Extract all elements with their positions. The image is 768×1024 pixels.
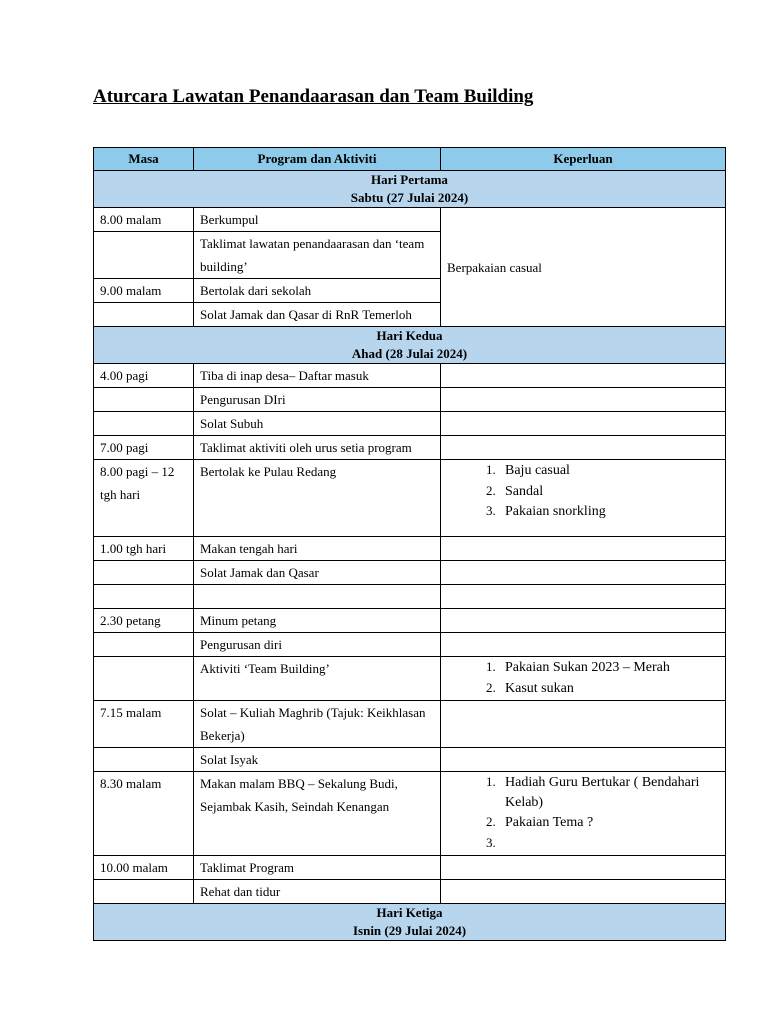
masa-cell: 9.00 malam (94, 279, 194, 303)
masa-cell: 4.00 pagi (94, 364, 194, 388)
program-cell: Minum petang (194, 609, 441, 633)
program-cell: Solat Subuh (194, 412, 441, 436)
masa-cell: 10.00 malam (94, 856, 194, 880)
day-header-row (94, 904, 726, 941)
table-row (94, 633, 726, 657)
day-header-3 (94, 904, 726, 941)
table-row (94, 364, 726, 388)
program-cell: Solat Jamak dan Qasar di RnR Temerloh (194, 303, 441, 327)
program-cell: Makan tengah hari (194, 537, 441, 561)
keperluan-cell (441, 657, 726, 701)
day-header-row (94, 171, 726, 208)
header-masa: Masa (94, 148, 194, 171)
table-row (94, 772, 726, 856)
keperluan-cell (441, 561, 726, 585)
day-date: Isnin (29 Julai 2024) (352, 923, 467, 938)
program-cell: Tiba di inap desa– Daftar masuk (194, 364, 441, 388)
header-keperluan: Keperluan (441, 148, 726, 171)
program-cell: Bertolak ke Pulau Redang (194, 460, 441, 537)
masa-cell: 8.00 pagi – 12 tgh hari (94, 460, 194, 537)
table-row (94, 561, 726, 585)
program-cell: Pengurusan diri (194, 633, 441, 657)
table-row (94, 388, 726, 412)
day-date: Sabtu (27 Julai 2024) (350, 190, 469, 205)
masa-cell: 1.00 tgh hari (94, 537, 194, 561)
masa-cell (94, 388, 194, 412)
table-row (94, 460, 726, 537)
table-row (94, 701, 726, 748)
table-row (94, 537, 726, 561)
masa-cell (94, 633, 194, 657)
page-title: Aturcara Lawatan Penandaarasan dan Team Building (93, 86, 534, 107)
masa-cell: 7.15 malam (94, 701, 194, 748)
list-item: 1. Hadiah Guru Bertukar ( Bendahari Kelab) (499, 772, 719, 812)
keperluan-cell (441, 537, 726, 561)
table-row (94, 657, 726, 701)
program-cell: Taklimat lawatan penandaarasan dan ‘team building’ (194, 232, 441, 279)
program-cell (194, 585, 441, 609)
table-row (94, 748, 726, 772)
masa-cell (94, 585, 194, 609)
masa-cell: 8.00 malam (94, 208, 194, 232)
list-item: 1. Baju casual (499, 460, 719, 481)
program-cell: Aktiviti ‘Team Building’ (194, 657, 441, 701)
masa-cell (94, 880, 194, 904)
schedule-body (94, 171, 726, 941)
masa-cell: 7.00 pagi (94, 436, 194, 460)
day-name: Hari Pertama (371, 172, 448, 187)
masa-cell (94, 303, 194, 327)
masa-cell (94, 657, 194, 701)
keperluan-cell (441, 436, 726, 460)
table-row (94, 585, 726, 609)
table-row (94, 412, 726, 436)
day-header-2 (94, 327, 726, 364)
keperluan-cell (441, 460, 726, 537)
keperluan-cell (441, 856, 726, 880)
keperluan-cell (441, 364, 726, 388)
keperluan-cell (441, 412, 726, 436)
program-cell: Solat Jamak dan Qasar (194, 561, 441, 585)
list-item: 2. Kasut sukan (499, 678, 719, 699)
keperluan-cell (441, 772, 726, 856)
masa-cell (94, 412, 194, 436)
program-cell: Pengurusan DIri (194, 388, 441, 412)
keperluan-cell: Berpakaian casual (441, 208, 726, 327)
table-header (94, 148, 726, 171)
masa-cell (94, 561, 194, 585)
masa-cell: 2.30 petang (94, 609, 194, 633)
table-row (94, 208, 726, 232)
masa-cell (94, 748, 194, 772)
program-cell: Taklimat aktiviti oleh urus setia program (194, 436, 441, 460)
program-cell: Rehat dan tidur (194, 880, 441, 904)
masa-cell (94, 232, 194, 279)
keperluan-list (447, 772, 719, 853)
list-item: 2. Sandal (499, 481, 719, 502)
program-cell: Solat Isyak (194, 748, 441, 772)
list-item: 1. Pakaian Sukan 2023 – Merah (499, 657, 719, 678)
table-row (94, 856, 726, 880)
program-cell: Bertolak dari sekolah (194, 279, 441, 303)
list-item: 3. Pakaian snorkling (499, 501, 719, 522)
keperluan-list (447, 460, 719, 522)
keperluan-cell (441, 609, 726, 633)
keperluan-list (447, 657, 719, 698)
keperluan-cell (441, 585, 726, 609)
day-header-row (94, 327, 726, 364)
table-row (94, 436, 726, 460)
program-cell: Solat – Kuliah Maghrib (Tajuk: Keikhlasan Bekerja) (194, 701, 441, 748)
keperluan-cell (441, 748, 726, 772)
masa-cell: 8.30 malam (94, 772, 194, 856)
program-cell: Taklimat Program (194, 856, 441, 880)
list-item: 2. Pakaian Tema ? (499, 812, 719, 833)
day-name: Hari Ketiga (376, 905, 443, 920)
day-header-1 (94, 171, 726, 208)
table-row (94, 880, 726, 904)
keperluan-cell (441, 388, 726, 412)
table-row (94, 609, 726, 633)
program-cell: Berkumpul (194, 208, 441, 232)
day-name: Hari Kedua (376, 328, 443, 343)
day-date: Ahad (28 Julai 2024) (351, 346, 468, 361)
keperluan-cell (441, 633, 726, 657)
header-program: Program dan Aktiviti (194, 148, 441, 171)
keperluan-cell (441, 880, 726, 904)
program-cell: Makan malam BBQ – Sekalung Budi, Sejambak Kasih, Seindah Kenangan (194, 772, 441, 856)
schedule-table (93, 147, 726, 941)
keperluan-cell (441, 701, 726, 748)
list-item (499, 833, 719, 854)
